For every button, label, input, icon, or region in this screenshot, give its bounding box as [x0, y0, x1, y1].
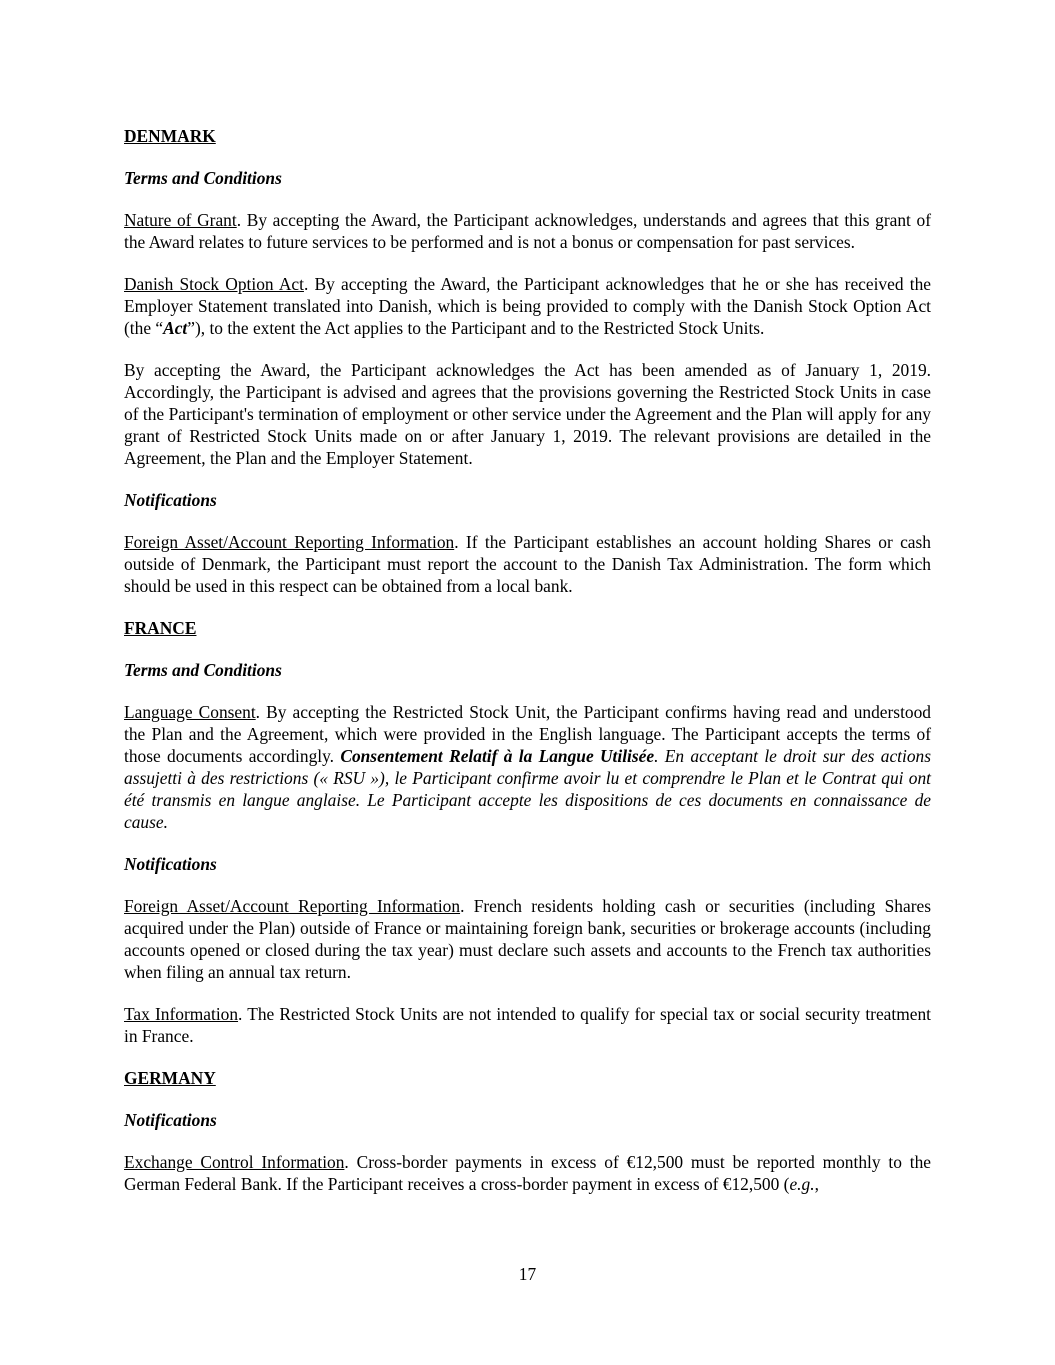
denmark-foreign-asset-paragraph: [124, 531, 931, 597]
heading-france: FRANCE: [124, 618, 197, 638]
denmark-foreign-asset-text: . If the Participant establishes an account holding Shares or cash outside of Denmark, the Participant must report the account to the Danish Tax Administration. The form which should be used in this respect can be obtained from a local bank.: [124, 532, 931, 596]
denmark-terms-heading: Terms and Conditions: [124, 168, 282, 188]
danish-act-title: Danish Stock Option Act: [124, 274, 304, 294]
exchange-control-tail: ,: [814, 1174, 819, 1194]
exchange-control-text: . Cross-border payments in excess of €12,500 must be reported monthly to the German Federal Bank. If the Participant receives a cross-border payment in excess of €12,500 (: [124, 1152, 931, 1194]
nature-of-grant-title: Nature of Grant: [124, 210, 237, 230]
language-consent-title: Language Consent: [124, 702, 256, 722]
france-foreign-asset-text: . French residents holding cash or securities (including Shares acquired under the Plan) outside of France or maintaining foreign bank, securities or brokerage accounts (including accounts opened or closed during the tax year) must declare such assets and accounts to the French tax authorities when filing an annual tax return.: [124, 896, 931, 982]
france-foreign-asset-title: Foreign Asset/Account Reporting Information: [124, 896, 461, 916]
tax-information-text: . The Restricted Stock Units are not intended to qualify for special tax or social security treatment in France.: [124, 1004, 931, 1046]
language-consent-french-title: Consentement Relatif à la Langue Utilisée: [340, 746, 655, 766]
tax-information-paragraph: [124, 1003, 931, 1047]
language-consent-paragraph: [124, 701, 931, 833]
france-notifications-heading: Notifications: [124, 854, 217, 874]
exchange-control-title: Exchange Control Information: [124, 1152, 345, 1172]
exchange-control-paragraph: [124, 1151, 931, 1195]
language-consent-text: . By accepting the Restricted Stock Unit, the Participant confirms having read and understood the Plan and the Agreement, which were provided in the English language. The Participant accepts the terms of those documents accordingly.: [124, 702, 931, 766]
france-foreign-asset-paragraph: [124, 895, 931, 983]
nature-of-grant-paragraph: [124, 209, 931, 253]
danish-act-text-b: ”), to the extent the Act applies to the Participant and to the Restricted Stock Units.: [187, 318, 765, 338]
page-number: 17: [518, 1264, 537, 1284]
danish-stock-option-act-paragraph: [124, 273, 931, 339]
document-page: [124, 125, 931, 1215]
heading-germany: GERMANY: [124, 1068, 216, 1088]
denmark-notifications-heading: Notifications: [124, 490, 217, 510]
denmark-foreign-asset-title: Foreign Asset/Account Reporting Information: [124, 532, 455, 552]
tax-information-title: Tax Information: [124, 1004, 239, 1024]
france-terms-heading: Terms and Conditions: [124, 660, 282, 680]
act-amendment-paragraph: By accepting the Award, the Participant acknowledges the Act has been amended as of January 1, 2019. Accordingly, the Participant is advised and agrees that the provisions governing the Restricted Stock Units in case of the Participant's termination of employment or other service under the Agreement and the Plan will apply for any grant of Restricted Stock Units made on or after January 1, 2019. The relevant provisions are detailed in the Agreement, the Plan and the Employer Statement.: [124, 360, 931, 468]
nature-of-grant-text: . By accepting the Award, the Participant acknowledges, understands and agrees that this grant of the Award relates to future services to be performed and is not a bonus or compensation for past services.: [124, 210, 932, 252]
danish-act-defined-term: Act: [163, 318, 188, 338]
exchange-control-eg: e.g.: [789, 1174, 815, 1194]
danish-act-text-a: . By accepting the Award, the Participant acknowledges that he or she has received the Employer Statement translated into Danish, which is being provided to comply with the Danish Stock Option Act (the “: [124, 274, 931, 338]
germany-notifications-heading: Notifications: [124, 1110, 217, 1130]
heading-denmark: DENMARK: [124, 126, 216, 146]
language-consent-french-text: . En acceptant le droit sur des actions assujetti à des restrictions (« RSU »), le Participant confirme avoir lu et comprendre le Plan et le Contrat qui ont été transmis en langue anglaise. Le Participant accepte les dispositions de ces documents en connaissance de cause.: [124, 746, 932, 832]
